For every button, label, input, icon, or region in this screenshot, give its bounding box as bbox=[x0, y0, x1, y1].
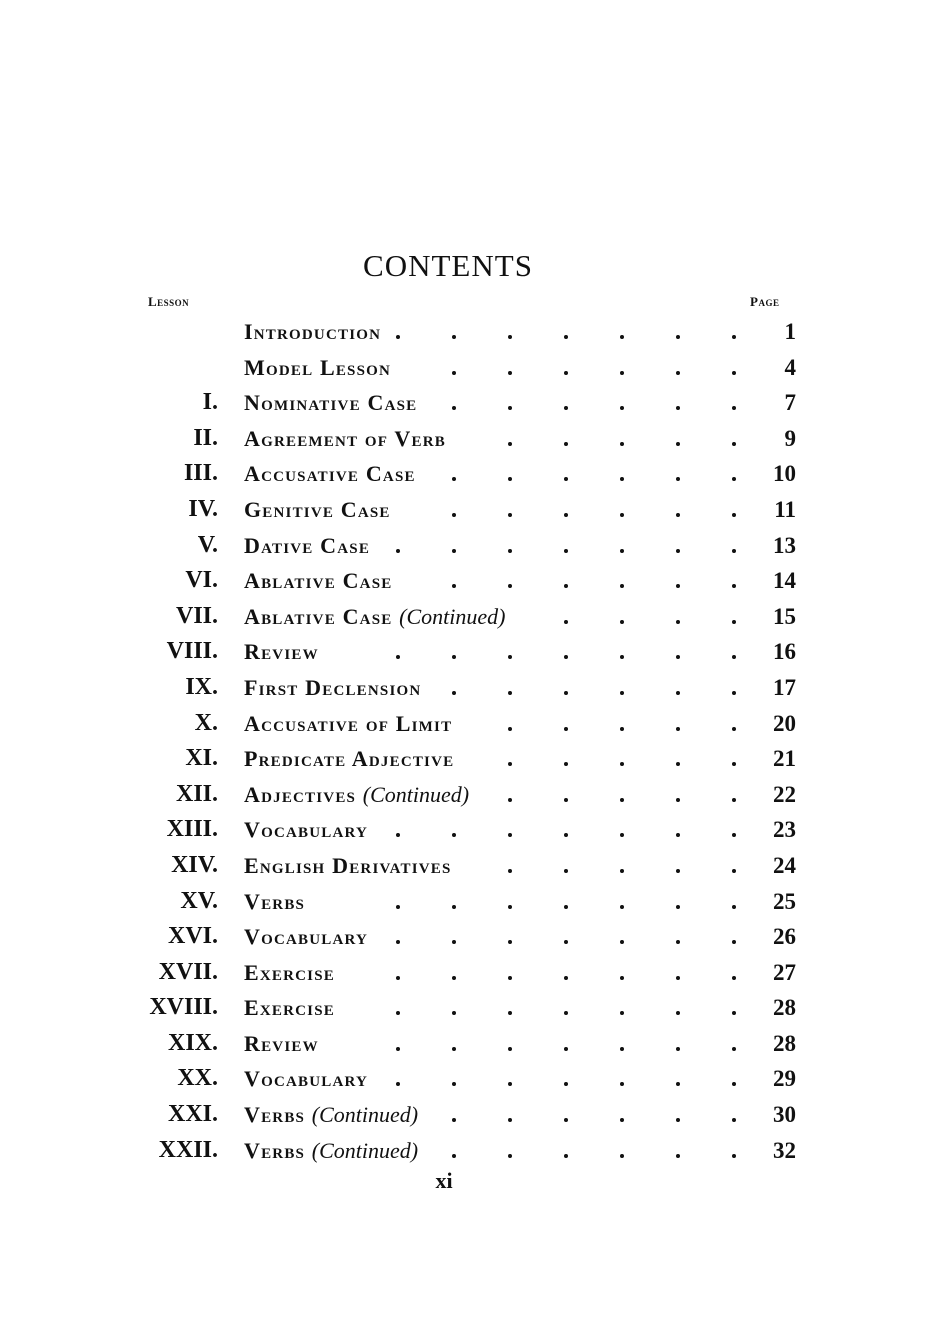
contents-entry[interactable] bbox=[0, 884, 936, 920]
lesson-number: V. bbox=[197, 531, 218, 558]
page-number: 21 bbox=[773, 746, 796, 772]
page-number: 11 bbox=[774, 496, 796, 522]
contents-entry[interactable] bbox=[0, 812, 936, 848]
lesson-number: II. bbox=[193, 424, 218, 451]
entry-title bbox=[244, 777, 469, 813]
contents-entry[interactable] bbox=[0, 1026, 936, 1062]
contents-entry[interactable] bbox=[0, 350, 936, 386]
entry-title bbox=[244, 812, 368, 848]
entry-title bbox=[244, 1026, 319, 1062]
page-number: 29 bbox=[773, 1066, 796, 1092]
page-number: 22 bbox=[773, 781, 796, 807]
page-number: 32 bbox=[773, 1137, 796, 1163]
page-number: 24 bbox=[773, 852, 796, 878]
entry-title-text: Verbs bbox=[244, 888, 306, 914]
entry-title-text: English Derivatives bbox=[244, 852, 452, 878]
contents-entry[interactable] bbox=[0, 385, 936, 421]
contents-entry[interactable] bbox=[0, 955, 936, 991]
entry-title bbox=[244, 1097, 418, 1133]
entry-title-text: Accusative of Limit bbox=[244, 710, 453, 736]
entry-title-text: Ablative Case bbox=[244, 603, 393, 629]
entry-title-text: Exercise bbox=[244, 995, 335, 1021]
entry-title bbox=[244, 741, 454, 777]
lesson-number: VII. bbox=[175, 602, 218, 629]
lesson-number: IV. bbox=[188, 495, 218, 522]
entry-title-text: Predicate Adjective bbox=[244, 746, 455, 772]
entry-title-text: Agreement of Verb bbox=[244, 425, 446, 451]
entry-title bbox=[244, 706, 452, 742]
lesson-number: VIII. bbox=[166, 638, 218, 665]
entry-title-text: First Declension bbox=[244, 674, 422, 700]
lesson-number: XVI. bbox=[167, 923, 218, 950]
lesson-number: XIII. bbox=[166, 816, 218, 843]
entry-title-text: Vocabulary bbox=[244, 924, 369, 950]
lesson-number: XII. bbox=[175, 780, 218, 807]
entry-title-text: Introduction bbox=[244, 319, 382, 344]
entry-title bbox=[244, 919, 368, 955]
entry-title-text: Review bbox=[244, 639, 319, 665]
lesson-number: XV. bbox=[180, 887, 218, 914]
lesson-number: XVIII. bbox=[149, 994, 218, 1021]
entry-title-text: Model Lesson bbox=[244, 354, 392, 380]
contents-entry[interactable] bbox=[0, 706, 936, 742]
page-number: 16 bbox=[773, 639, 796, 665]
contents-entry[interactable] bbox=[0, 741, 936, 777]
entry-title bbox=[244, 634, 319, 670]
entry-note: (Continued) bbox=[399, 603, 506, 629]
contents-entry[interactable] bbox=[0, 492, 936, 528]
lesson-number: VI. bbox=[185, 567, 218, 594]
page-number: 26 bbox=[773, 924, 796, 950]
page-number: 17 bbox=[773, 674, 796, 700]
entry-title bbox=[244, 848, 452, 884]
entry-note: (Continued) bbox=[311, 1102, 419, 1128]
contents-entry[interactable] bbox=[0, 777, 936, 813]
entry-title-text: Dative Case bbox=[244, 532, 371, 558]
contents-entry[interactable] bbox=[0, 421, 936, 457]
entry-title bbox=[244, 955, 335, 991]
entry-title bbox=[244, 528, 370, 564]
entry-title bbox=[244, 456, 416, 492]
entry-title-text: Vocabulary bbox=[244, 1066, 369, 1092]
page-number-folio: xi bbox=[435, 1168, 453, 1193]
contents-entry[interactable] bbox=[0, 528, 936, 564]
entry-title bbox=[244, 314, 381, 350]
entry-title-text: Adjectives bbox=[244, 781, 357, 807]
entry-title-text: Exercise bbox=[244, 959, 335, 985]
page-number: 30 bbox=[773, 1102, 796, 1128]
entry-title-text: Accusative Case bbox=[244, 461, 416, 487]
entry-title bbox=[244, 1133, 418, 1169]
lesson-number: III. bbox=[183, 460, 218, 487]
entry-title-text: Verbs bbox=[244, 1137, 306, 1163]
page-number: 20 bbox=[773, 710, 796, 736]
contents-entry[interactable] bbox=[0, 1133, 936, 1169]
contents-entry[interactable] bbox=[0, 990, 936, 1026]
contents-entry[interactable] bbox=[0, 314, 936, 350]
entry-title bbox=[244, 599, 506, 635]
page-number: 9 bbox=[784, 425, 796, 451]
entry-title bbox=[244, 421, 446, 457]
page-number: 15 bbox=[773, 603, 796, 629]
entry-title-text: Ablative Case bbox=[244, 568, 393, 594]
contents-entry[interactable] bbox=[0, 563, 936, 599]
entry-title bbox=[244, 884, 305, 920]
contents-entry[interactable] bbox=[0, 599, 936, 635]
lesson-number: XX. bbox=[177, 1065, 218, 1092]
lesson-number: XXII. bbox=[158, 1136, 218, 1163]
page-number: 23 bbox=[773, 817, 796, 843]
entry-title-text: Genitive Case bbox=[244, 496, 391, 522]
entry-title bbox=[244, 990, 335, 1026]
entry-title bbox=[244, 492, 391, 528]
page-number: 14 bbox=[773, 568, 796, 594]
contents-entry[interactable] bbox=[0, 848, 936, 884]
entry-title bbox=[244, 670, 421, 706]
entry-title-text: Vocabulary bbox=[244, 817, 369, 843]
page-title: CONTENTS bbox=[363, 248, 533, 283]
contents-entry[interactable] bbox=[0, 634, 936, 670]
page-number: 7 bbox=[784, 390, 796, 416]
page-number: 27 bbox=[773, 959, 796, 985]
entry-title bbox=[244, 350, 391, 386]
lesson-number: IX. bbox=[185, 673, 218, 700]
lesson-number: XI. bbox=[185, 745, 218, 772]
page-number: 13 bbox=[773, 532, 796, 558]
contents-list bbox=[0, 314, 936, 1168]
contents-entry[interactable] bbox=[0, 670, 936, 706]
entry-title-text: Review bbox=[244, 1030, 319, 1056]
contents-entry[interactable] bbox=[0, 919, 936, 955]
entry-note: (Continued) bbox=[362, 781, 470, 807]
contents-entry[interactable] bbox=[0, 1061, 936, 1097]
page-number: 10 bbox=[773, 461, 796, 487]
entry-title bbox=[244, 1061, 368, 1097]
page-number: 28 bbox=[773, 995, 796, 1021]
page-number: 1 bbox=[784, 319, 796, 344]
entry-note: (Continued) bbox=[311, 1137, 419, 1163]
entry-title-text: Nominative Case bbox=[244, 390, 418, 416]
page-number: 25 bbox=[773, 888, 796, 914]
lesson-number: XIV. bbox=[171, 851, 218, 878]
page-column-header: Page bbox=[750, 294, 780, 309]
entry-title bbox=[244, 563, 392, 599]
contents-entry[interactable] bbox=[0, 456, 936, 492]
entry-title-text: Verbs bbox=[244, 1102, 306, 1128]
entry-title bbox=[244, 385, 417, 421]
lesson-column-header: Lesson bbox=[148, 294, 190, 309]
contents-entry[interactable] bbox=[0, 1097, 936, 1133]
lesson-number: I. bbox=[202, 389, 218, 416]
lesson-number: XVII. bbox=[158, 958, 218, 985]
lesson-number: XIX. bbox=[167, 1029, 218, 1056]
lesson-number: X. bbox=[194, 709, 218, 736]
lesson-number: XXI. bbox=[167, 1101, 218, 1128]
page-number: 28 bbox=[773, 1030, 796, 1056]
page-number: 4 bbox=[784, 354, 796, 380]
